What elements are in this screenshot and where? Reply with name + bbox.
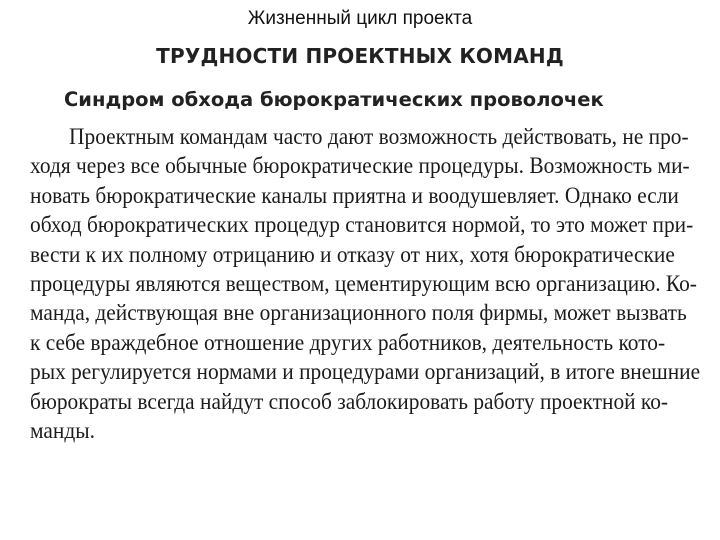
text-line: бюрократы всегда найдут способ заблокировать работу проектной ко- — [30, 388, 669, 414]
scanned-text-block — [30, 122, 701, 445]
text-line: вести к их полному отрицанию и отказу от них, хотя бюрократические — [30, 241, 675, 267]
text-line: рых регулируется нормами и процедурами организаций, в итоге внешние — [30, 359, 701, 385]
text-line: к себе враждебное отношение других работников, деятельность кото- — [30, 329, 666, 355]
text-line: новать бюрократические каналы приятна и воодушевляет. Однако если — [30, 182, 679, 208]
slide-heading: ТРУДНОСТИ ПРОЕКТНЫХ КОМАНД — [156, 44, 564, 68]
text-line: манда, действующая вне организационного поля фирмы, может вызвать — [30, 300, 687, 326]
text-line: манды. — [30, 418, 95, 444]
text-line: ходя через все обычные бюрократические процедуры. Возможность ми- — [30, 153, 690, 179]
slide-top-title: Жизненный цикл проекта — [247, 8, 473, 29]
slide-subheading: Синдром обхода бюрократических проволочек — [64, 88, 604, 111]
text-line: процедуры являются веществом, цементирующим всю организацию. Ко- — [30, 271, 697, 297]
text-line: Проектным командам часто дают возможность действовать, не про- — [69, 124, 689, 149]
text-line: обход бюрократических процедур становится нормой, то это может при- — [30, 212, 694, 238]
